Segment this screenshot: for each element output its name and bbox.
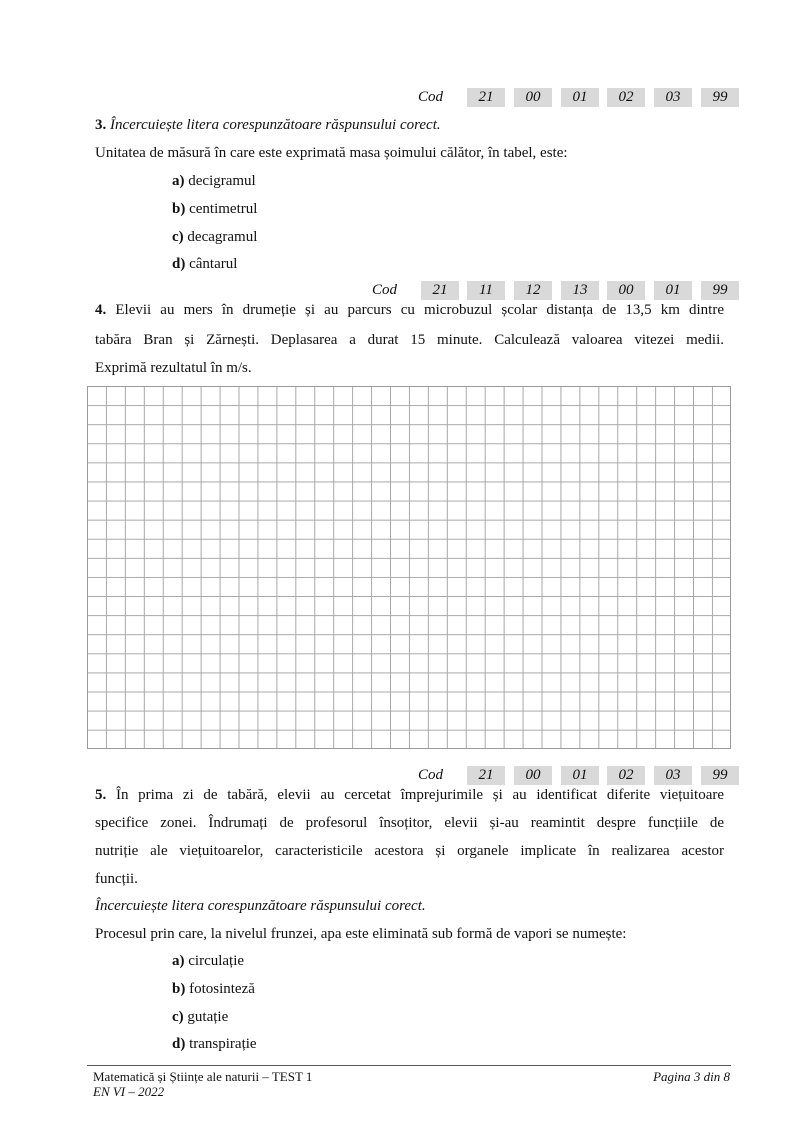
code-box: 01 xyxy=(654,281,692,300)
footer-divider xyxy=(87,1065,731,1066)
code-label: Cod xyxy=(418,89,444,105)
q3-question: Unitatea de măsură în care este exprimată masa șoimului călător, în tabel, este: xyxy=(95,145,568,161)
q3-option-c[interactable] xyxy=(172,228,257,247)
option-text: cântarul xyxy=(189,256,238,272)
option-text: gutație xyxy=(187,1009,229,1025)
code-box: 11 xyxy=(467,281,505,300)
q5-line-4: funcții. xyxy=(95,871,138,887)
q4-line-1 xyxy=(95,301,724,320)
q5-line-1 xyxy=(95,786,724,805)
code-box: 02 xyxy=(607,88,645,107)
q5-number: 5. xyxy=(95,787,107,803)
option-letter: c) xyxy=(172,229,184,245)
code-box: 12 xyxy=(514,281,552,300)
option-text: centimetrul xyxy=(189,201,258,217)
code-box: 00 xyxy=(607,281,645,300)
q3-option-a[interactable] xyxy=(172,172,256,191)
code-box: 03 xyxy=(654,766,692,785)
option-text: transpirație xyxy=(189,1036,257,1052)
q5-line-2: specifice zonei. Îndrumați de profesorul însoțitor, elevii și-au reamintit despre funcțiile de xyxy=(95,815,724,831)
code-label: Cod xyxy=(418,767,444,783)
q5-option-b[interactable] xyxy=(172,980,255,999)
answer-grid[interactable] xyxy=(87,386,731,749)
q4-text-1: Elevii au mers în drumeție și au parcurs cu microbuzul școlar distanța de 13,5 km dintre xyxy=(115,302,725,318)
footer-subject: Matematică și Științe ale naturii – TEST 1 xyxy=(93,1069,313,1084)
code-box: 99 xyxy=(701,88,739,107)
q5-line-3: nutriție ale viețuitoarelor, caracteristicile acestora și organele implicate în realizarea acestor xyxy=(95,843,724,859)
q3-number: 3. xyxy=(95,117,107,133)
code-box: 21 xyxy=(421,281,459,300)
q3-option-d[interactable] xyxy=(172,255,237,274)
q3-option-b[interactable] xyxy=(172,200,257,219)
option-text: fotosinteză xyxy=(189,981,255,997)
code-box: 00 xyxy=(514,88,552,107)
q4-number: 4. xyxy=(95,302,107,318)
option-letter: a) xyxy=(172,173,185,189)
code-box: 01 xyxy=(561,88,599,107)
footer-page-number: Pagina 3 din 8 xyxy=(653,1069,730,1084)
option-text: decagramul xyxy=(187,229,258,245)
option-letter: c) xyxy=(172,1009,184,1025)
code-box: 21 xyxy=(467,766,505,785)
code-box: 02 xyxy=(607,766,645,785)
option-letter: a) xyxy=(172,953,185,969)
code-box: 13 xyxy=(561,281,599,300)
q4-line-2: tabăra Bran și Zărnești. Deplasarea a durat 15 minute. Calculează valoarea vitezei medii. xyxy=(95,332,724,348)
q5-option-c[interactable] xyxy=(172,1008,228,1027)
code-box: 99 xyxy=(701,281,739,300)
code-box: 03 xyxy=(654,88,692,107)
option-letter: d) xyxy=(172,1036,186,1052)
q5-text-1: În prima zi de tabără, elevii au cercetat împrejurimile și au identificat diferite viețuitoare xyxy=(115,787,725,803)
q5-option-d[interactable] xyxy=(172,1035,257,1054)
option-letter: b) xyxy=(172,201,186,217)
code-box: 21 xyxy=(467,88,505,107)
q5-option-a[interactable] xyxy=(172,952,244,971)
q4-line-3: Exprimă rezultatul în m/s. xyxy=(95,360,252,376)
code-box: 00 xyxy=(514,766,552,785)
q3-instruction: Încercuiește litera corespunzătoare răspunsului corect. xyxy=(110,117,441,133)
footer-exam: EN VI – 2022 xyxy=(93,1084,165,1099)
q5-instruction: Încercuiește litera corespunzătoare răspunsului corect. xyxy=(95,898,426,914)
option-text: decigramul xyxy=(188,173,256,189)
code-label: Cod xyxy=(372,282,398,298)
option-text: circulație xyxy=(188,953,245,969)
code-box: 99 xyxy=(701,766,739,785)
option-letter: d) xyxy=(172,256,186,272)
q3-instruction-line xyxy=(95,116,441,135)
code-box: 01 xyxy=(561,766,599,785)
q5-question: Procesul prin care, la nivelul frunzei, apa este eliminată sub formă de vapori se numește: xyxy=(95,926,627,942)
option-letter: b) xyxy=(172,981,186,997)
